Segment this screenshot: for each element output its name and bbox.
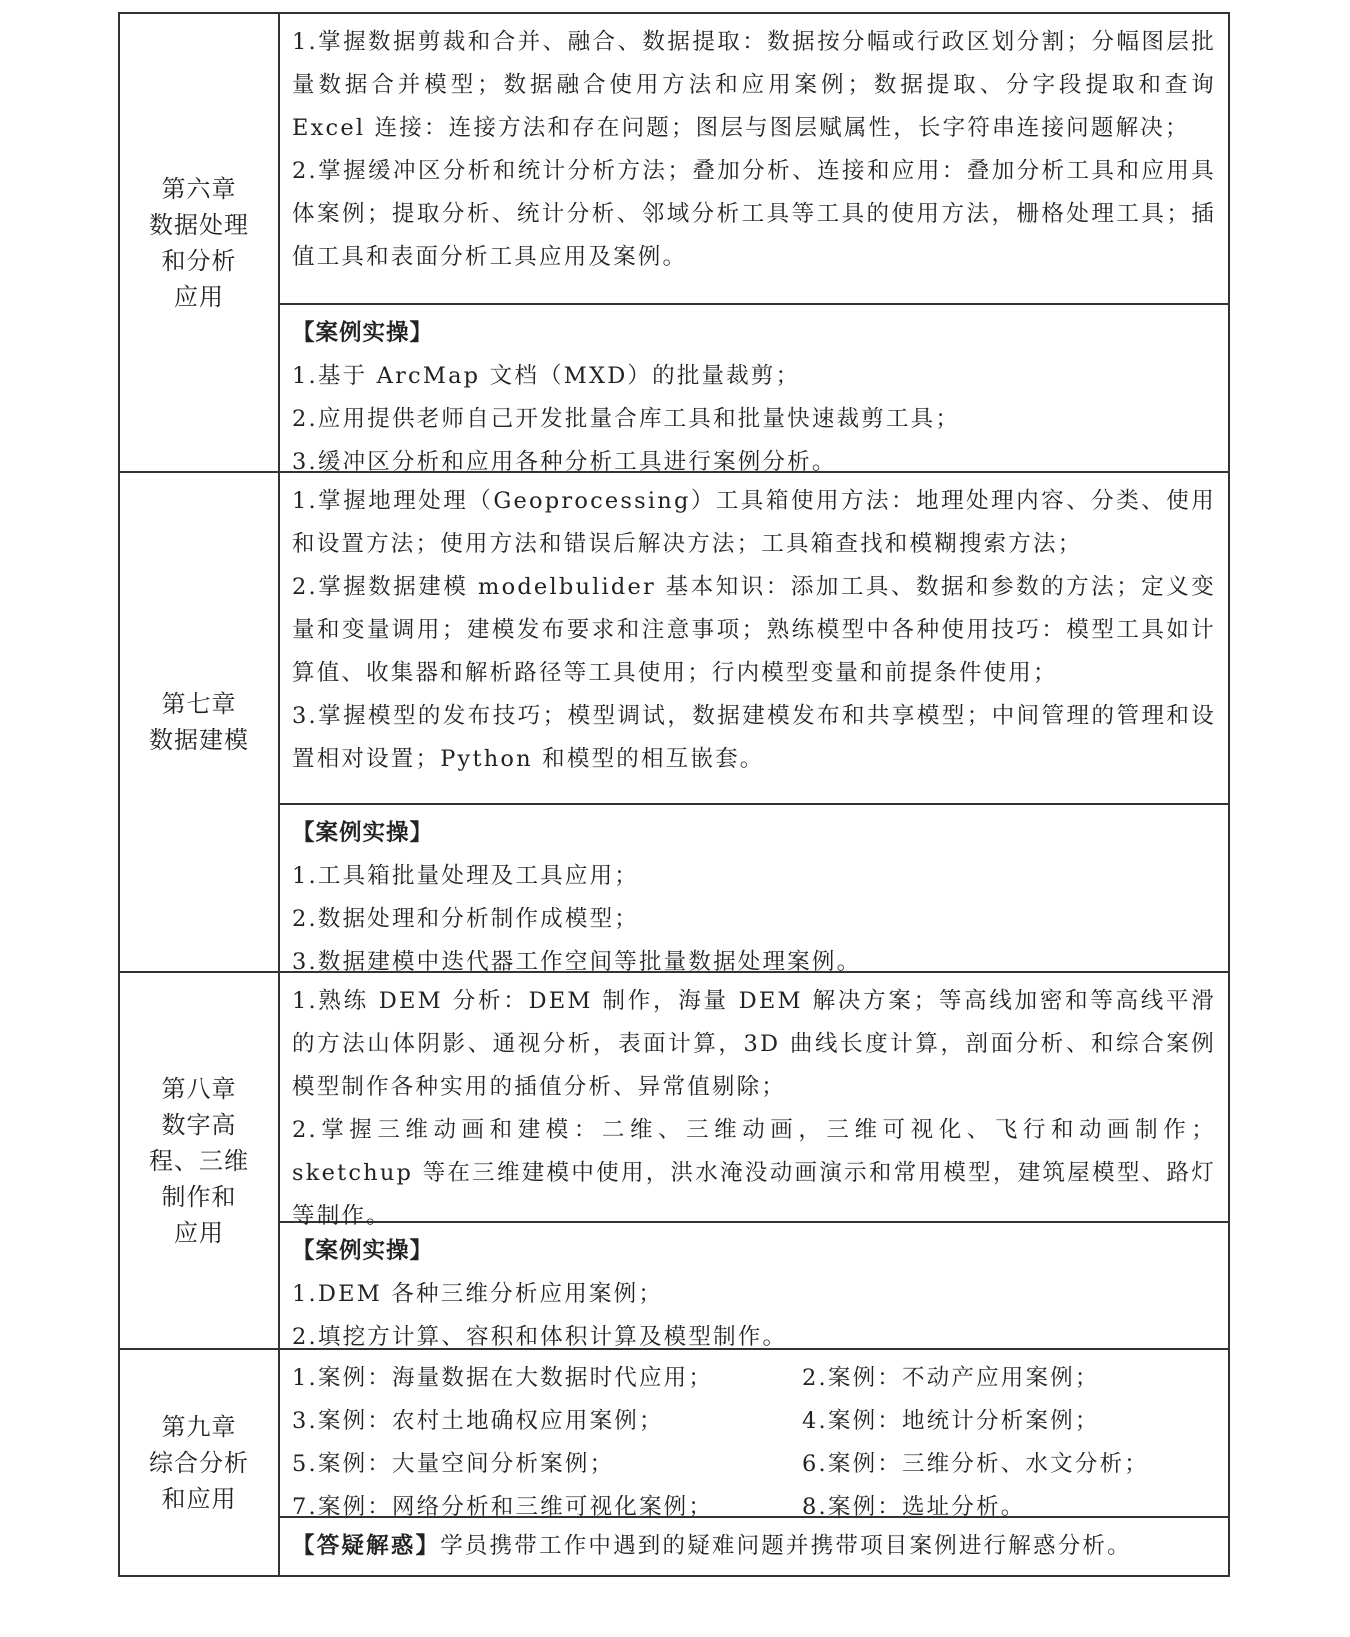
chapter-6-title-cell bbox=[119, 13, 279, 472]
chapter-6-point-1: 1.掌握数据剪裁和合并、融合、数据提取：数据按分幅或行政区划分割；分幅图层批量数据合并模型；数据融合使用方法和应用案例；数据提取、分字段提取和查询Excel 连接：连接方法和存在问题；图层与图层赋属性，长字符串连接问题解决； bbox=[292, 29, 1216, 141]
chapter-6-title-line: 和分析 bbox=[161, 246, 237, 275]
case-item: 6.案例：三维分析、水文分析； bbox=[802, 1451, 1149, 1477]
case-item: 2.应用提供老师自己开发批量合库工具和批量快速裁剪工具； bbox=[292, 406, 961, 432]
case-item: 1.案例：海量数据在大数据时代应用； bbox=[292, 1365, 714, 1391]
chapter-8-title-line: 应用 bbox=[174, 1218, 224, 1247]
chapter-8-title-line: 第八章 bbox=[161, 1074, 237, 1103]
chapter-9-qa-cell bbox=[279, 1517, 1229, 1576]
chapter-7-point-1: 1.掌握地理处理（Geoprocessing）工具箱使用方法：地理处理内容、分类、使用和设置方法；使用方法和错误后解决方法；工具箱查找和模糊搜索方法； bbox=[292, 488, 1216, 557]
case-heading: 【案例实操】 bbox=[292, 1238, 434, 1264]
chapter-8-case-cell bbox=[279, 1222, 1229, 1349]
chapter-7-case-cell bbox=[279, 804, 1229, 975]
case-item: 1.工具箱批量处理及工具应用； bbox=[292, 863, 639, 889]
course-outline-table bbox=[118, 12, 1230, 1577]
case-item: 4.案例：地统计分析案例； bbox=[802, 1408, 1100, 1434]
chapter-8-title bbox=[120, 1071, 278, 1251]
chapter-8-case-row bbox=[119, 1222, 1229, 1349]
chapter-8-point-2: 2.掌握三维动画和建模：二维、三维动画，三维可视化、飞行和动画制作；sketchup 等在三维建模中使用，洪水淹没动画演示和常用模型，建筑屋模型、路灯等制作。 bbox=[292, 1117, 1216, 1229]
chapter-6-title-line: 数据处理 bbox=[149, 210, 249, 239]
chapter-7-title-line: 第七章 bbox=[161, 690, 237, 718]
case-item: 2.数据处理和分析制作成模型； bbox=[292, 906, 639, 932]
chapter-8-row bbox=[119, 972, 1229, 1222]
chapter-8-title-line: 程、三维 bbox=[149, 1146, 249, 1175]
chapter-9-title-line: 第九章 bbox=[161, 1412, 237, 1441]
chapter-7-row bbox=[119, 472, 1229, 804]
chapter-7-title bbox=[120, 686, 278, 758]
chapter-9-title-line: 和应用 bbox=[161, 1484, 237, 1513]
chapter-6-title bbox=[120, 171, 278, 315]
chapter-7-point-2: 2.掌握数据建模 modelbulider 基本知识：添加工具、数据和参数的方法；定义变量和变量调用；建模发布要求和注意事项；熟练模型中各种使用技巧：模型工具如计算值、收集器和解析路径等工具使用；行内模型变量和前提条件使用； bbox=[292, 574, 1216, 686]
chapter-6-title-line: 应用 bbox=[174, 282, 224, 311]
chapter-7-title-line: 数据建模 bbox=[149, 726, 249, 754]
case-heading: 【案例实操】 bbox=[292, 320, 434, 346]
chapter-6-row bbox=[119, 13, 1229, 304]
chapter-8-point-1: 1.熟练 DEM 分析：DEM 制作，海量 DEM 解决方案；等高线加密和等高线平滑的方法山体阴影、通视分析，表面计算，3D 曲线长度计算，剖面分析、和综合案例模型制作各种实用的插值分析、异常值剔除； bbox=[292, 988, 1216, 1100]
case-item: 3.缓冲区分析和应用各种分析工具进行案例分析。 bbox=[292, 449, 837, 475]
qa-line bbox=[292, 1525, 1216, 1568]
chapter-9-title-cell bbox=[119, 1349, 279, 1576]
case-item: 3.数据建模中迭代器工作空间等批量数据处理案例。 bbox=[292, 949, 862, 975]
case-item: 1.DEM 各种三维分析应用案例； bbox=[292, 1281, 664, 1307]
qa-label: 【答疑解惑】 bbox=[292, 1533, 441, 1559]
chapter-7-point-3: 3.掌握模型的发布技巧；模型调试，数据建模发布和共享模型；中间管理的管理和设置相对设置；Python 和模型的相互嵌套。 bbox=[292, 703, 1216, 772]
chapter-8-title-cell bbox=[119, 972, 279, 1349]
case-item: 2.填挖方计算、容积和体积计算及模型制作。 bbox=[292, 1324, 788, 1350]
chapter-9-title bbox=[120, 1409, 278, 1517]
chapter-7-content-cell bbox=[279, 472, 1229, 804]
case-item: 1.基于 ArcMap 文档（MXD）的批量裁剪； bbox=[292, 363, 801, 389]
chapter-6-point-2: 2.掌握缓冲区分析和统计分析方法；叠加分析、连接和应用：叠加分析工具和应用具体案例；提取分析、统计分析、邻域分析工具等工具的使用方法，栅格处理工具；插值工具和表面分析工具应用及案例。 bbox=[292, 158, 1216, 270]
case-heading: 【案例实操】 bbox=[292, 820, 434, 846]
chapter-9-row bbox=[119, 1349, 1229, 1517]
case-item: 3.案例：农村土地确权应用案例； bbox=[292, 1408, 664, 1434]
chapter-6-title-line: 第六章 bbox=[161, 174, 237, 203]
case-item: 5.案例：大量空间分析案例； bbox=[292, 1451, 615, 1477]
chapter-8-title-line: 制作和 bbox=[161, 1182, 237, 1211]
case-item: 7.案例：网络分析和三维可视化案例； bbox=[292, 1494, 714, 1520]
chapter-8-content-cell bbox=[279, 972, 1229, 1229]
chapter-7-title-cell bbox=[119, 472, 279, 972]
qa-text: 学员携带工作中遇到的疑难问题并携带项目案例进行解惑分析。 bbox=[440, 1533, 1132, 1559]
chapter-8-title-line: 数字高 bbox=[161, 1110, 237, 1139]
case-item: 2.案例：不动产应用案例； bbox=[802, 1365, 1100, 1391]
chapter-9-qa-row bbox=[119, 1517, 1229, 1576]
chapter-6-case-cell bbox=[279, 304, 1229, 475]
chapter-9-title-line: 综合分析 bbox=[149, 1448, 249, 1477]
chapter-6-case-row bbox=[119, 304, 1229, 472]
chapter-7-case-row bbox=[119, 804, 1229, 972]
chapter-6-content-cell bbox=[279, 13, 1229, 304]
chapter-9-case-cell bbox=[279, 1349, 1229, 1520]
case-item: 8.案例：选址分析。 bbox=[802, 1494, 1026, 1520]
